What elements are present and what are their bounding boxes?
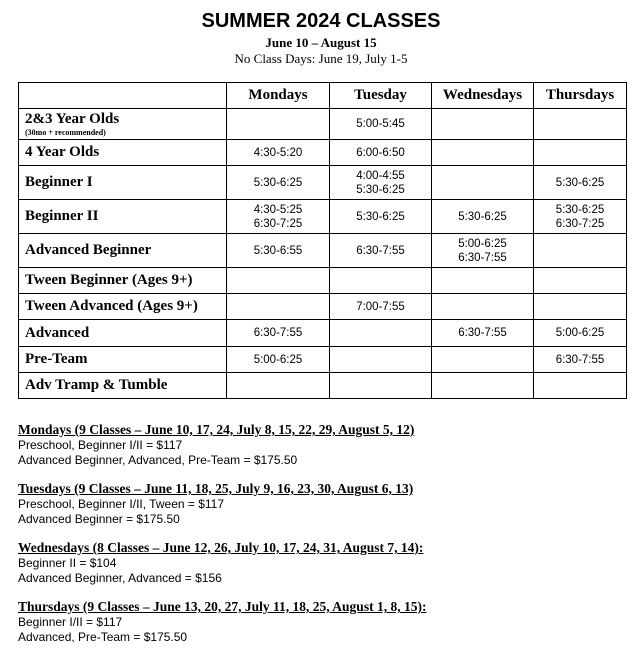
table-row [19, 234, 627, 268]
time-cell [227, 294, 330, 320]
time-slot: 6:00-6:50 [356, 146, 405, 159]
time-cell [330, 294, 432, 320]
pricing-line: Preschool, Beginner I/II = $117 [18, 438, 183, 452]
table-row [19, 200, 627, 234]
time-slot: 6:30-7:55 [458, 251, 507, 264]
class-name: Adv Tramp & Tumble [25, 377, 168, 393]
pricing-line: Advanced Beginner, Advanced = $156 [18, 571, 222, 585]
pricing-block [18, 422, 628, 468]
time-cell [227, 347, 330, 373]
time-slot: 6:30-7:55 [555, 353, 605, 366]
table-row [19, 347, 627, 373]
no-class-days: No Class Days: June 19, July 1-5 [234, 51, 408, 66]
time-slot: 7:00-7:55 [356, 300, 405, 313]
time-cell [330, 234, 432, 268]
class-name: 4 Year Olds [25, 144, 100, 160]
pricing-section [18, 422, 628, 658]
time-cell [227, 373, 330, 399]
pricing-block [18, 599, 628, 645]
class-name-cell [19, 320, 227, 347]
time-slot: 5:00-6:25 [555, 327, 605, 339]
time-cell [330, 109, 432, 140]
class-name-cell [19, 140, 227, 166]
class-name-cell [19, 234, 227, 268]
class-name: Beginner I [25, 174, 93, 190]
time-cell [432, 294, 534, 320]
header-corner [19, 83, 227, 109]
time-cell [330, 268, 432, 294]
time-slot: 5:30-6:25 [253, 176, 303, 189]
table-row [19, 294, 627, 320]
time-cell [432, 200, 534, 234]
class-name: Pre-Team [25, 351, 88, 367]
pricing-line: Beginner II = $104 [18, 556, 117, 570]
time-cell [330, 140, 432, 166]
time-cell [534, 294, 627, 320]
time-cell [534, 140, 627, 166]
date-range: June 10 – August 15 [265, 35, 377, 50]
time-slot: 5:30-6:25 [356, 183, 405, 196]
class-name-cell [19, 347, 227, 373]
time-cell [432, 347, 534, 373]
time-cell [534, 109, 627, 140]
class-name-cell [19, 268, 227, 294]
time-cell [534, 234, 627, 268]
pricing-line: Beginner I/II = $117 [18, 615, 123, 629]
pricing-heading: Thursdays (9 Classes – June 13, 20, 27, July 11, 18, 25, August 1, 8, 15): [18, 599, 427, 614]
time-cell [330, 320, 432, 347]
table-row [19, 320, 627, 347]
pricing-block [18, 540, 628, 586]
time-cell [432, 140, 534, 166]
class-name: Tween Advanced (Ages 9+) [25, 298, 198, 314]
time-slot: 6:30-7:55 [253, 327, 303, 339]
time-cell [227, 200, 330, 234]
class-name: Advanced [25, 324, 90, 341]
time-slot: 4:30-5:20 [253, 146, 303, 159]
time-cell [227, 320, 330, 347]
time-slot: 5:00-6:25 [458, 237, 507, 250]
time-cell [330, 373, 432, 399]
time-cell [534, 268, 627, 294]
time-cell [227, 166, 330, 200]
pricing-line: Advanced Beginner = $175.50 [18, 512, 180, 526]
time-slot: 5:30-6:25 [555, 203, 605, 216]
time-cell [432, 320, 534, 347]
schedule-body [19, 109, 627, 399]
time-cell [227, 109, 330, 140]
time-slot: 6:30-7:55 [356, 244, 405, 257]
header-wednesdays: Wednesdays [432, 83, 534, 109]
time-slot: 5:30-6:25 [356, 210, 405, 223]
time-slot: 5:30-6:55 [253, 244, 303, 257]
class-name-cell [19, 373, 227, 399]
time-slot: 6:30-7:25 [555, 217, 605, 230]
time-cell [534, 320, 627, 347]
table-row [19, 109, 627, 140]
page-title: SUMMER 2024 CLASSES [201, 10, 441, 32]
pricing-line: Advanced Beginner, Advanced, Pre-Team = $175.50 [18, 453, 298, 467]
time-slot: 4:30-5:25 [253, 203, 303, 216]
header-mondays: Mondays [227, 83, 330, 109]
class-name-cell [19, 294, 227, 320]
time-cell [432, 373, 534, 399]
class-name-cell [19, 200, 227, 234]
schedule-header-row [19, 83, 627, 109]
time-cell [330, 166, 432, 200]
time-slot: 5:00-6:25 [253, 353, 303, 366]
table-row [19, 268, 627, 294]
pricing-line: Advanced, Pre-Team = $175.50 [18, 630, 188, 644]
time-cell [227, 268, 330, 294]
pricing-heading: Mondays (9 Classes – June 10, 17, 24, July 8, 15, 22, 29, August 5, 12) [18, 422, 415, 437]
table-row [19, 166, 627, 200]
time-cell [534, 347, 627, 373]
time-cell [432, 234, 534, 268]
class-note: (30mo + recommended) [25, 128, 106, 137]
header-tuesday: Tuesday [330, 83, 432, 109]
class-name: Beginner II [25, 208, 99, 224]
time-slot: 6:30-7:25 [253, 217, 303, 230]
time-cell [534, 200, 627, 234]
time-slot: 5:30-6:25 [555, 176, 605, 189]
class-name: Advanced Beginner [25, 242, 152, 258]
time-cell [432, 268, 534, 294]
time-cell [330, 347, 432, 373]
pricing-heading: Tuesdays (9 Classes – June 11, 18, 25, July 9, 16, 23, 30, August 6, 13) [18, 481, 414, 496]
schedule-table [18, 82, 627, 399]
time-slot: 5:00-5:45 [356, 118, 405, 130]
header-thursdays: Thursdays [534, 83, 627, 109]
pricing-block [18, 481, 628, 527]
time-cell [534, 373, 627, 399]
class-name-cell [19, 166, 227, 200]
time-cell [227, 140, 330, 166]
class-name: 2&3 Year Olds [25, 111, 120, 127]
class-name-cell [19, 109, 227, 140]
time-slot: 4:00-4:55 [356, 169, 405, 182]
time-cell [534, 166, 627, 200]
pricing-heading: Wednesdays (8 Classes – June 12, 26, July 10, 17, 24, 31, August 7, 14): [18, 540, 424, 555]
table-row [19, 373, 627, 399]
pricing-line: Preschool, Beginner I/II, Tween = $117 [18, 497, 225, 511]
time-cell [432, 109, 534, 140]
time-cell [227, 234, 330, 268]
time-cell [330, 200, 432, 234]
class-name: Tween Beginner (Ages 9+) [25, 272, 193, 288]
time-slot: 6:30-7:55 [458, 327, 507, 339]
table-row [19, 140, 627, 166]
time-slot: 5:30-6:25 [458, 210, 507, 223]
time-cell [432, 166, 534, 200]
